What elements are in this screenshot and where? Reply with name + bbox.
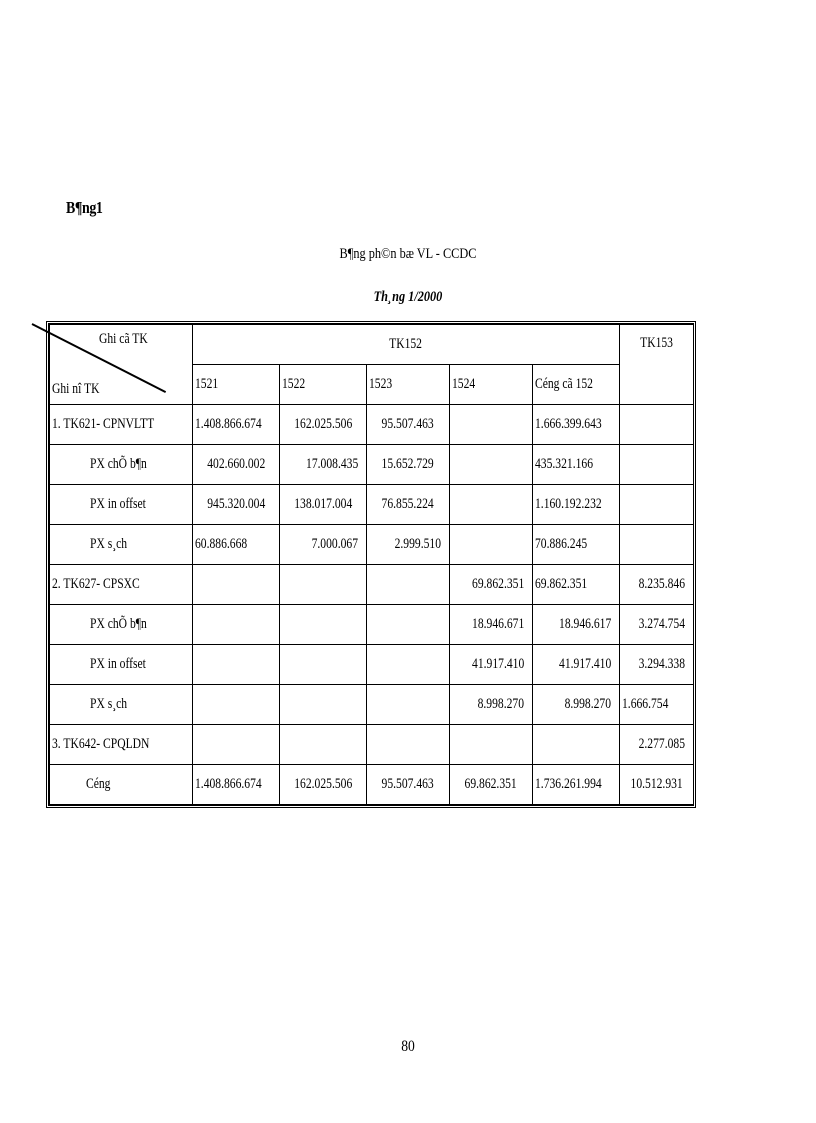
- cell-total-152: 1.666.399.643: [533, 405, 620, 445]
- cell-1523: [367, 685, 450, 725]
- cell-total-152: 70.886.245: [533, 525, 620, 565]
- cell-1521: [193, 565, 280, 605]
- cell-total-152: 1.736.261.994: [533, 765, 620, 805]
- table-row: [50, 525, 694, 565]
- cell-total-152: 18.946.617: [533, 605, 620, 645]
- cell-1521: 402.660.002: [193, 445, 280, 485]
- row-label: 3. TK642- CPQLDN: [50, 725, 193, 765]
- cell-1523: [367, 645, 450, 685]
- header-corner-cell: [50, 325, 193, 405]
- cell-1524: 41.917.410: [450, 645, 533, 685]
- cell-1524: 69.862.351: [450, 765, 533, 805]
- cell-1522: [280, 685, 367, 725]
- table-row: [50, 405, 694, 445]
- cell-1524: [450, 525, 533, 565]
- cell-tk153: 2.277.085: [620, 725, 694, 765]
- cell-1522: 162.025.506: [280, 405, 367, 445]
- header-credit-label: Ghi cã TK: [99, 331, 148, 347]
- cell-1523: 95.507.463: [367, 765, 450, 805]
- cell-1521: 1.408.866.674: [193, 765, 280, 805]
- row-label: PX in offset: [50, 645, 193, 685]
- cell-1523: [367, 565, 450, 605]
- cell-total-152: 69.862.351: [533, 565, 620, 605]
- cell-1521: 60.886.668: [193, 525, 280, 565]
- cell-total-152: 1.160.192.232: [533, 485, 620, 525]
- cell-1524: [450, 405, 533, 445]
- cell-1523: 95.507.463: [367, 405, 450, 445]
- cell-1523: 15.652.729: [367, 445, 450, 485]
- cell-1522: [280, 725, 367, 765]
- header-tk152: TK152: [193, 325, 620, 365]
- cell-1524: 18.946.671: [450, 605, 533, 645]
- page-label: B¶ng1: [66, 198, 103, 217]
- cell-1521: [193, 685, 280, 725]
- table-row: [50, 565, 694, 605]
- cell-1524: 8.998.270: [450, 685, 533, 725]
- cell-tk153: [620, 485, 694, 525]
- cell-total-152: 8.998.270: [533, 685, 620, 725]
- cell-tk153: 1.666.754: [620, 685, 694, 725]
- row-label: Céng: [50, 765, 193, 805]
- table-subtitle: Th¸ng 1/2000: [373, 289, 443, 305]
- cell-tk153: [620, 445, 694, 485]
- cell-1522: 138.017.004: [280, 485, 367, 525]
- cell-1523: 2.999.510: [367, 525, 450, 565]
- table-row: [50, 445, 694, 485]
- cell-1522: [280, 605, 367, 645]
- table-title: B¶ng ph©n bæ VL - CCDC: [339, 246, 477, 262]
- row-label: PX s¸ch: [50, 525, 193, 565]
- cell-1521: 945.320.004: [193, 485, 280, 525]
- table-row: [50, 605, 694, 645]
- cell-1521: [193, 605, 280, 645]
- cell-1521: 1.408.866.674: [193, 405, 280, 445]
- table-row: [50, 725, 694, 765]
- row-label: PX s¸ch: [50, 685, 193, 725]
- header-tk153: TK153: [620, 325, 694, 405]
- cell-1524: 69.862.351: [450, 565, 533, 605]
- page-number: 80: [401, 1038, 415, 1055]
- cell-tk153: [620, 525, 694, 565]
- row-label: 1. TK621- CPNVLTT: [50, 405, 193, 445]
- cell-tk153: 3.274.754: [620, 605, 694, 645]
- header-total-152: Céng cã 152: [533, 365, 620, 405]
- allocation-table: [46, 321, 696, 808]
- cell-1523: [367, 605, 450, 645]
- cell-1524: [450, 445, 533, 485]
- cell-1523: 76.855.224: [367, 485, 450, 525]
- cell-1522: 7.000.067: [280, 525, 367, 565]
- cell-1523: [367, 725, 450, 765]
- cell-1521: [193, 645, 280, 685]
- table-row: [50, 685, 694, 725]
- table-total-row: [50, 765, 694, 805]
- cell-tk153: 10.512.931: [620, 765, 694, 805]
- row-label: PX in offset: [50, 485, 193, 525]
- cell-total-152: 41.917.410: [533, 645, 620, 685]
- table-row: [50, 645, 694, 685]
- cell-1522: 162.025.506: [280, 765, 367, 805]
- cell-tk153: 3.294.338: [620, 645, 694, 685]
- cell-tk153: [620, 405, 694, 445]
- row-label: 2. TK627- CPSXC: [50, 565, 193, 605]
- cell-total-152: [533, 725, 620, 765]
- cell-total-152: 435.321.166: [533, 445, 620, 485]
- cell-1522: 17.008.435: [280, 445, 367, 485]
- cell-1522: [280, 565, 367, 605]
- header-debit-label: Ghi nî TK: [52, 381, 100, 397]
- header-1524: 1524: [450, 365, 533, 405]
- header-1522: 1522: [280, 365, 367, 405]
- cell-1524: [450, 485, 533, 525]
- row-label: PX chÕ b¶n: [50, 605, 193, 645]
- header-1523: 1523: [367, 365, 450, 405]
- header-1521: 1521: [193, 365, 280, 405]
- cell-1524: [450, 725, 533, 765]
- cell-tk153: 8.235.846: [620, 565, 694, 605]
- cell-1521: [193, 725, 280, 765]
- cell-1522: [280, 645, 367, 685]
- table-row: [50, 485, 694, 525]
- row-label: PX chÕ b¶n: [50, 445, 193, 485]
